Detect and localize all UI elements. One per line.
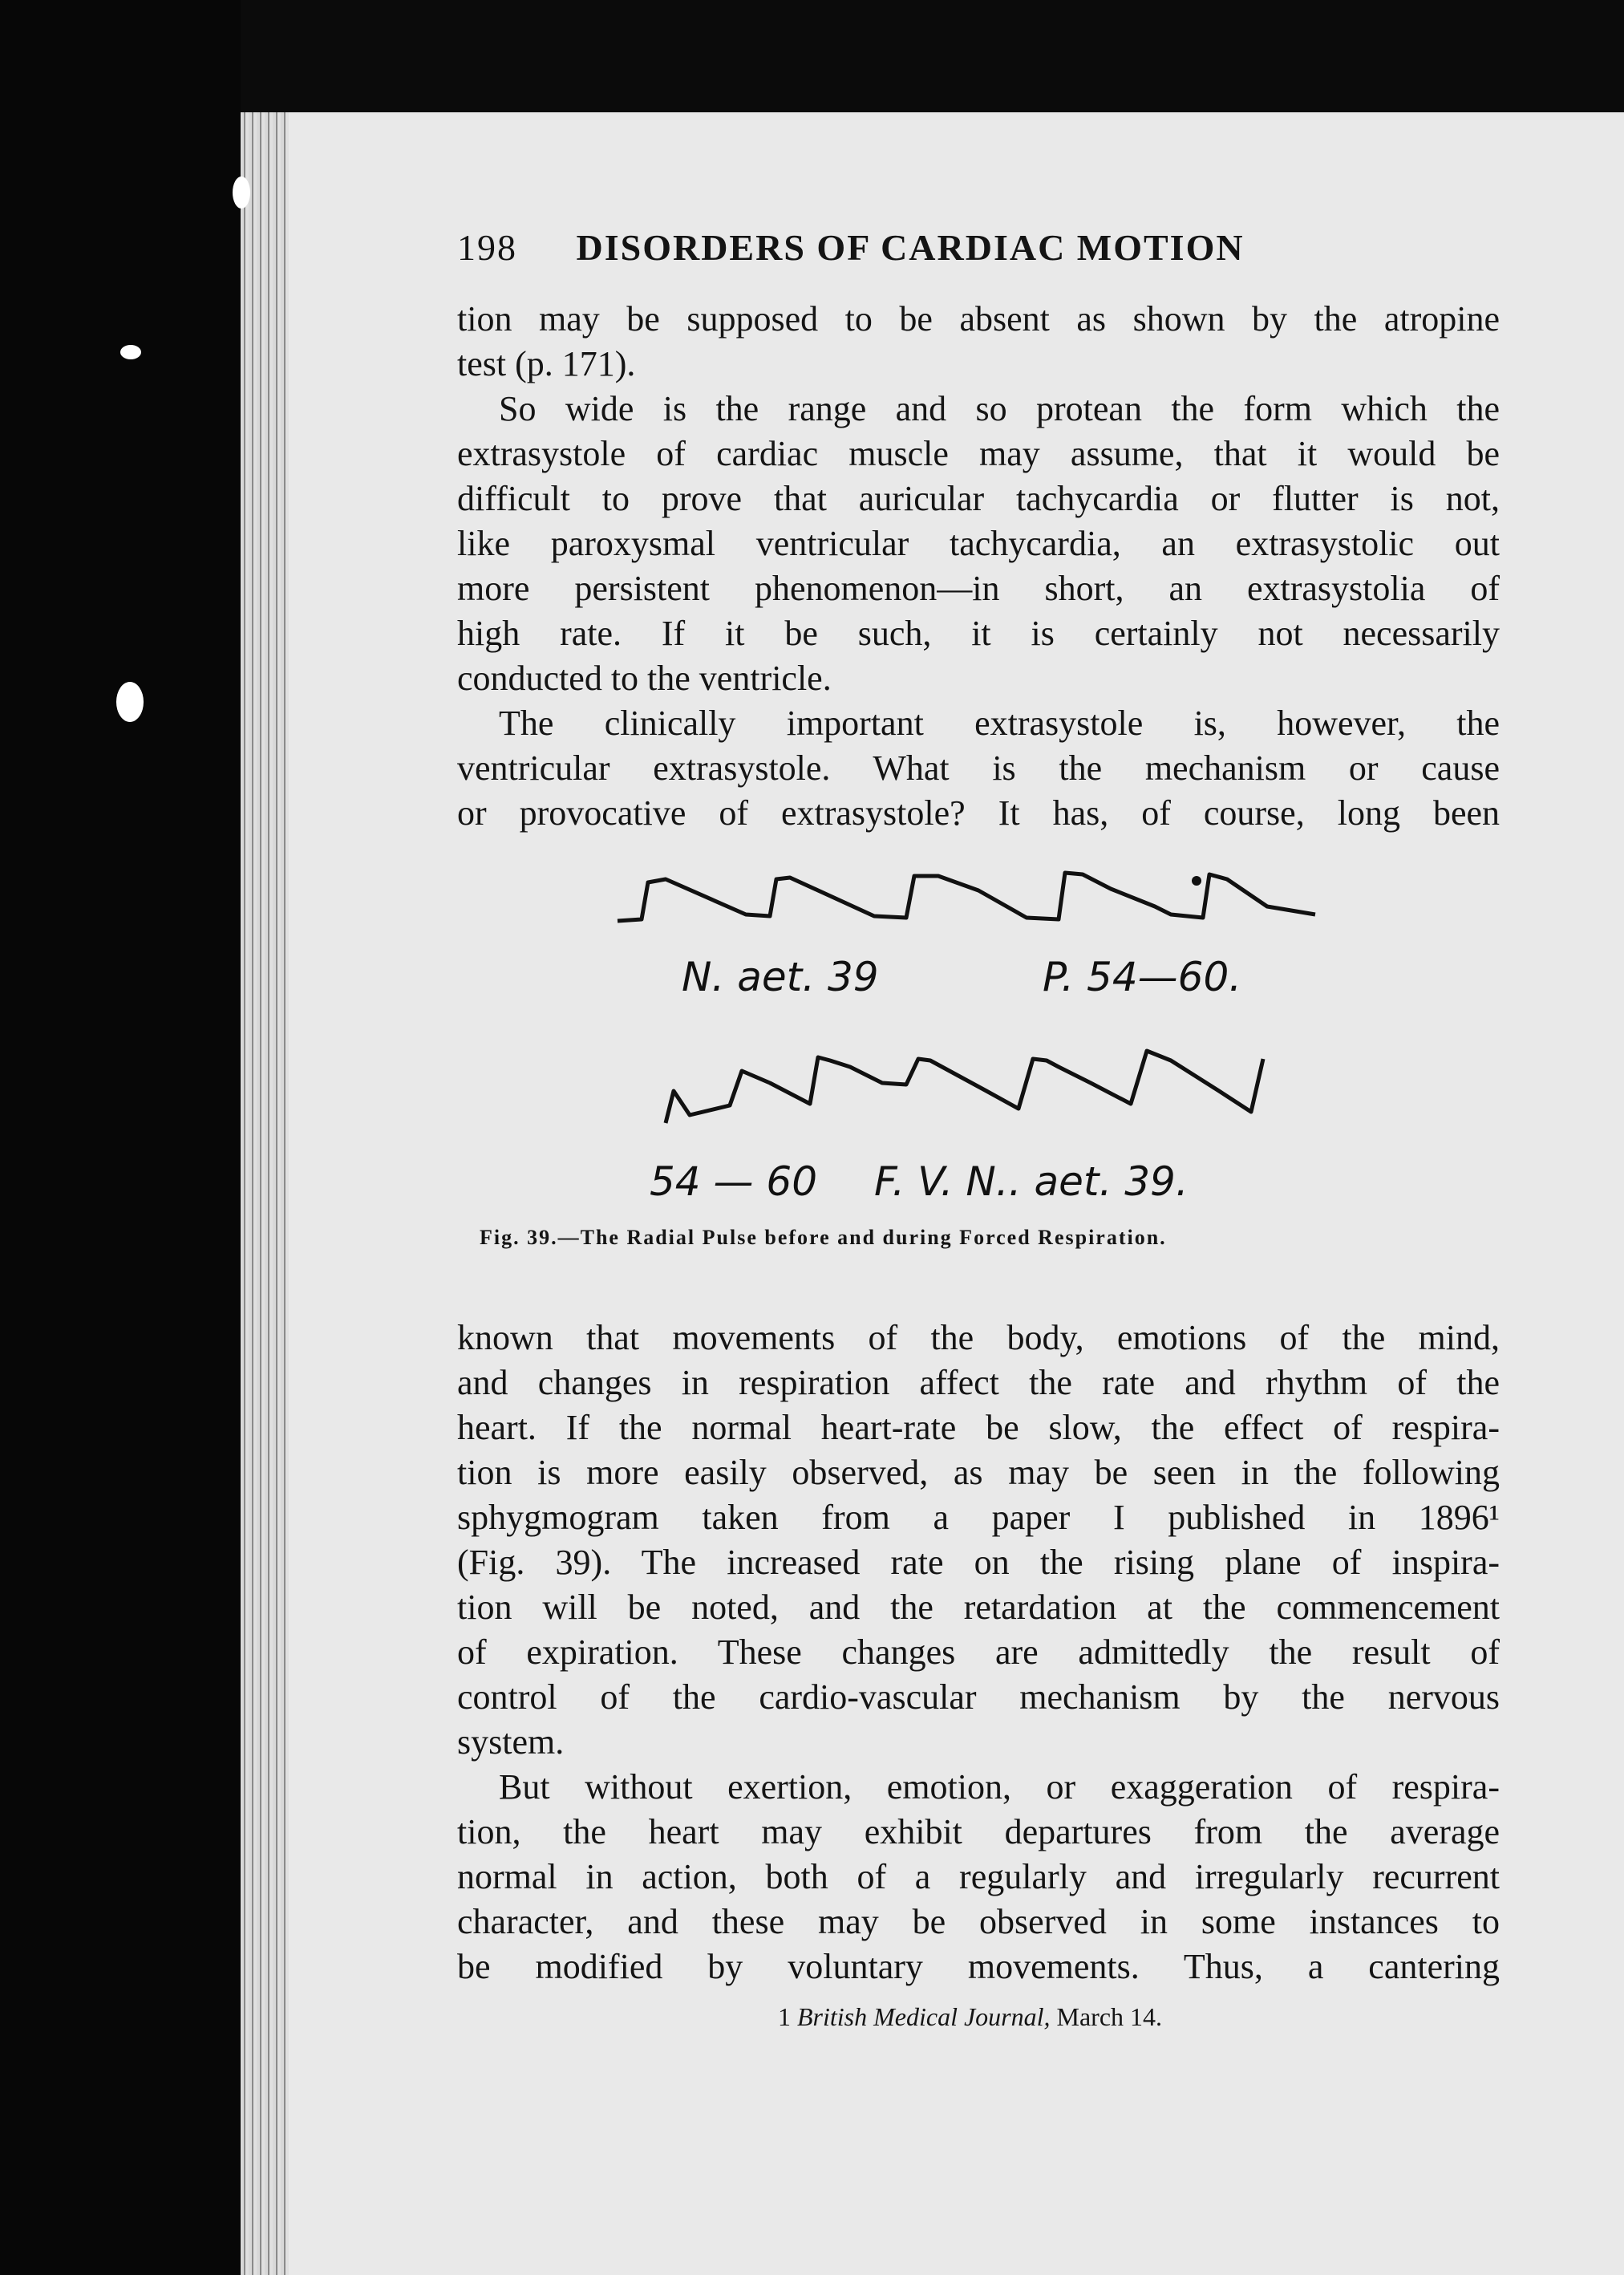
page-edge-stack [241, 112, 289, 2275]
figure-label-bottom-left: 54 — 60 [650, 1158, 818, 1203]
running-title: DISORDERS OF CARDIAC MOTION [576, 227, 1245, 268]
text-line: high rate. If it be such, it is certainly not necessarily [457, 614, 1500, 653]
text-line: control of the cardio-vascular mechanism by the nervous [457, 1677, 1500, 1717]
text-line: system. [457, 1722, 565, 1762]
figure-caption: Fig. 39.—The Radial Pulse before and during Forced Respiration. [480, 1226, 1167, 1249]
text-line: tion will be noted, and the retardation at the commencement [457, 1588, 1500, 1627]
scan-speck [116, 682, 144, 722]
text-line: sphygmogram taken from a paper I published in 1896¹ [457, 1498, 1500, 1537]
text-line: tion may be supposed to be absent as shown by the atropine [457, 299, 1500, 339]
body-text-bottom [457, 1316, 1500, 1989]
text-line: But without exertion, emotion, or exaggeration of respira- [499, 1767, 1500, 1807]
text-line: difficult to prove that auricular tachycardia or flutter is not, [457, 479, 1500, 518]
text-line: extrasystole of cardiac muscle may assume, that it would be [457, 434, 1500, 473]
text-line: tion, the heart may exhibit departures from the average [457, 1812, 1500, 1851]
text-line: test (p. 171). [457, 344, 636, 383]
footnote [778, 2002, 1162, 2032]
scan-speck [120, 345, 141, 359]
text-line: tion is more easily observed, as may be seen in the following [457, 1453, 1500, 1492]
sphygmogram-figure [610, 850, 1347, 1203]
page-number: 198 [457, 227, 517, 268]
text-line: like paroxysmal ventricular tachycardia, an extrasystolic out [457, 524, 1500, 563]
text-line: So wide is the range and so protean the form which the [499, 389, 1500, 428]
text-line: or provocative of extrasystole? It has, of course, long been [457, 793, 1500, 833]
text-line: ventricular extrasystole. What is the mechanism or cause [457, 748, 1500, 788]
footnote-marker: 1 [778, 2002, 791, 2031]
footnote-date: March 14. [1056, 2002, 1163, 2031]
text-line: of expiration. These changes are admittedly the result of [457, 1632, 1500, 1672]
footnote-journal: British Medical Journal, [797, 2002, 1051, 2031]
text-line: heart. If the normal heart-rate be slow, the effect of respira- [457, 1408, 1500, 1447]
text-line: more persistent phenomenon—in short, an extrasystolia of [457, 569, 1500, 608]
text-line: and changes in respiration affect the rate and rhythm of the [457, 1363, 1500, 1402]
figure-label-top-right: P. 54—60. [1043, 954, 1242, 1000]
running-header [457, 226, 1339, 269]
figure-label-bottom-right: F. V. N.. aet. 39. [874, 1158, 1189, 1203]
scan-speck [233, 176, 250, 209]
pulse-trace-top [618, 873, 1315, 921]
body-text-top [457, 297, 1500, 836]
text-line: character, and these may be observed in some instances to [457, 1902, 1500, 1941]
text-line: The clinically important extrasystole is, however, the [499, 704, 1500, 743]
book-gutter-shadow [0, 0, 241, 2275]
text-line: normal in action, both of a regularly and irregularly recurrent [457, 1857, 1500, 1896]
text-line: known that movements of the body, emotions of the mind, [457, 1318, 1500, 1357]
text-line: be modified by voluntary movements. Thus, a cantering [457, 1947, 1500, 1986]
pulse-dot [1192, 876, 1201, 886]
pulse-trace-bottom [666, 1051, 1263, 1123]
text-line: (Fig. 39). The increased rate on the rising plane of inspira- [457, 1543, 1500, 1582]
figure-label-top-left: N. aet. 39 [682, 954, 879, 1000]
text-line: conducted to the ventricle. [457, 659, 832, 698]
sphygmogram-svg [610, 850, 1347, 1203]
